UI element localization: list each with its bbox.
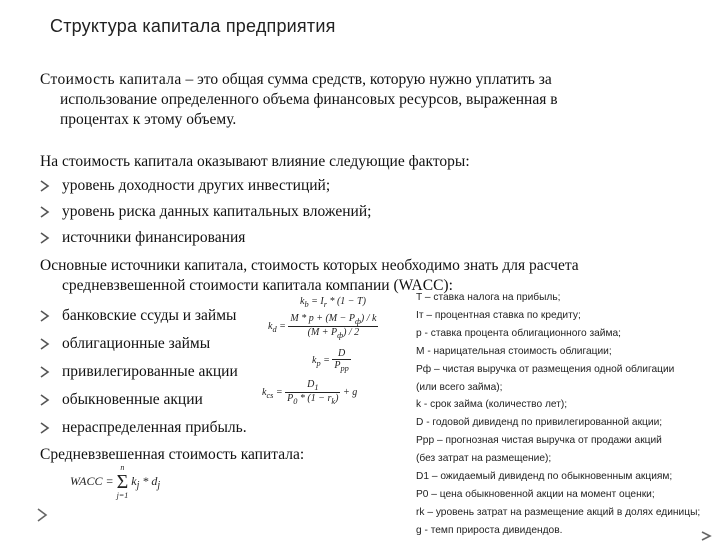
bullet-arrow-icon	[40, 310, 52, 322]
formula-text: j	[157, 480, 161, 492]
sources-intro-line2: средневзвешенной стоимости капитала компании (WACC):	[62, 277, 453, 294]
previous-slide-icon[interactable]	[36, 508, 48, 527]
formula-text: n	[120, 463, 125, 472]
formula-text: = I	[311, 296, 324, 307]
bullet-arrow-icon	[40, 394, 52, 406]
legend-item: T – ставка налога на прибыль;	[416, 292, 561, 303]
slide-title: Структура капитала предприятия	[50, 16, 336, 36]
formula-text: 1	[314, 383, 319, 392]
legend-item: М - нарицательная стоимость облигации;	[416, 345, 612, 357]
formula-text: (M + P	[307, 327, 338, 338]
legend-item: g - темп прироста дивидендов.	[416, 524, 563, 536]
formula-text: pp	[340, 364, 349, 373]
bullet-arrow-icon	[40, 232, 52, 244]
formula-text: ) / 2	[343, 327, 360, 338]
formula-text: D	[307, 379, 315, 390]
formula-text: * (1 − r	[299, 393, 332, 404]
definition-line3: процентах к этому объему.	[60, 111, 237, 128]
formula-text: ф	[354, 317, 361, 326]
formula-legend	[416, 289, 716, 540]
formula-text: )	[335, 393, 339, 404]
formula-text: + g	[342, 386, 358, 398]
bullet-arrow-icon	[40, 422, 52, 434]
legend-item: D - годовой дивиденд по привилегированной акции;	[416, 417, 663, 429]
fraction	[285, 379, 340, 406]
source-item: нераспределенная прибыль.	[62, 419, 247, 436]
formula-text: j	[136, 480, 140, 492]
formula-text: * (1 − T)	[329, 296, 366, 307]
formula-text: b	[304, 300, 309, 309]
legend-item: rk – уровень затрат на размещение акций в долях единицы;	[416, 506, 701, 518]
formula-text: WACC =	[70, 473, 114, 488]
formula-bond: $k_d$ = $\frac{M * p + (M - P_ф) / k}{(M + P_ф) / 2}$	[268, 313, 377, 340]
legend-item: D1 – ожидаемый дивиденд по обыкновенным акциям;	[416, 471, 673, 483]
factor-item: уровень риска данных капитальных вложений;	[62, 203, 372, 220]
definition-line2: использование определенного объема финансовых ресурсов, выраженная в	[60, 91, 558, 108]
bullet-arrow-icon	[40, 180, 52, 192]
sources-intro-line1: Основные источники капитала, стоимость которых необходимо знать для расчета	[40, 257, 579, 274]
bullet-arrow-icon	[40, 206, 52, 218]
formula-text: cs	[266, 390, 274, 400]
formula-text: d	[272, 324, 277, 334]
legend-item: p - ставка процента облигационного займа;	[416, 327, 621, 339]
formula-text: r	[323, 300, 327, 309]
formula-common: $k_{cs}$ = $\frac{D_1}{P_0 * (1 - r_k)}$ + g	[262, 379, 358, 406]
formula-text: 0	[293, 397, 298, 406]
legend-item: (без затрат на размещение);	[416, 453, 552, 465]
legend-item: Iт – процентная ставка по кредиту;	[416, 309, 581, 321]
formula-text: ф	[337, 331, 344, 340]
formula-text: j=1	[116, 491, 129, 500]
source-item: обыкновенные акции	[62, 391, 203, 408]
factor-item: уровень доходности других инвестиций;	[62, 177, 331, 194]
summation-sign: n Σ j=1	[116, 463, 129, 500]
formula-text: p	[316, 358, 321, 368]
source-item: привилегированные акции	[62, 363, 238, 380]
legend-item: Ppp – прогнозная чистая выручка от продажи акций	[416, 435, 662, 447]
bullet-arrow-icon	[40, 366, 52, 378]
formula-text: k	[300, 296, 305, 307]
source-item: облигационные займы	[62, 335, 211, 352]
legend-item: P0 – цена обыкновенной акции на момент оценки;	[416, 488, 655, 500]
definition-paragraph	[40, 70, 672, 130]
factors-intro: На стоимость капитала оказывают влияние следующие факторы:	[40, 153, 470, 170]
fraction	[288, 313, 378, 340]
wacc-label: Средневзвешенная стоимость капитала:	[40, 446, 305, 463]
formula-text: k	[268, 320, 273, 332]
formula-text: P	[287, 393, 294, 404]
formula-preferred: $k_p$ = $\frac{D}{P_{pp}}$	[312, 348, 349, 373]
fraction	[332, 348, 350, 373]
legend-item: Рф – чистая выручка от размещения одной облигации	[416, 363, 675, 375]
formula-text: ) / k	[360, 313, 377, 324]
definition-term: Стоимость капитала	[40, 71, 182, 88]
formula-text: k	[131, 473, 137, 488]
formula-bank-loan	[300, 296, 366, 309]
formula-wacc	[70, 463, 160, 501]
formula-text: k	[262, 386, 267, 398]
formula-text: k	[312, 354, 317, 366]
formula-text: P	[334, 360, 341, 371]
legend-item: k - срок займа (количество лет);	[416, 399, 568, 411]
formula-text: D	[332, 348, 350, 360]
bullet-arrow-icon	[40, 338, 52, 350]
next-slide-icon[interactable]	[700, 528, 712, 546]
formula-text: k	[331, 397, 336, 406]
factor-item: источники финансирования	[62, 229, 246, 246]
formula-text: M * p + (M − P	[290, 313, 355, 324]
formula-text: * d	[142, 473, 158, 488]
definition-line1: – это общая сумма средств, которую нужно уплатить за	[181, 71, 552, 88]
legend-item: (или всего займа);	[416, 381, 503, 393]
source-item: банковские ссуды и займы	[62, 307, 237, 324]
